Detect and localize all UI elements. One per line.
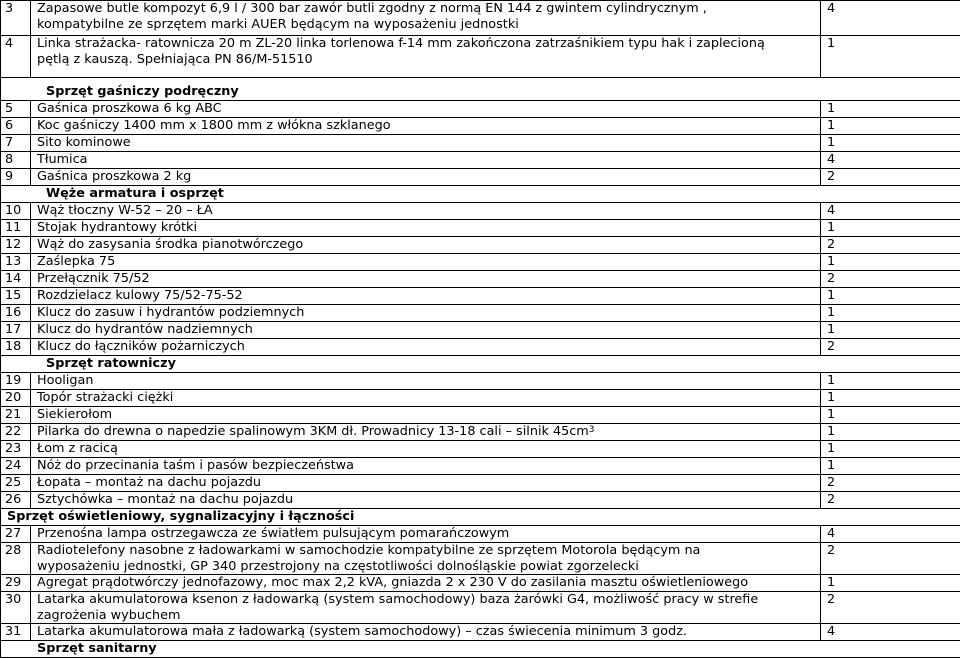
row-number: 27 bbox=[1, 526, 31, 543]
row-number: 28 bbox=[1, 543, 31, 575]
table-row bbox=[1, 237, 960, 254]
table-row bbox=[1, 441, 960, 458]
row-number: 16 bbox=[1, 305, 31, 322]
section-header-row bbox=[1, 356, 960, 373]
section-header-row bbox=[1, 186, 960, 203]
table-row bbox=[1, 118, 960, 135]
row-description bbox=[31, 424, 821, 441]
row-description: Gaśnica proszkowa 2 kg bbox=[31, 169, 821, 186]
description-line: kompatybilne ze sprzętem marki AUER będącym na wyposażeniu jednostki bbox=[37, 17, 816, 33]
row-quantity: 4 bbox=[821, 526, 960, 543]
row-quantity: 1 bbox=[821, 373, 960, 390]
row-number: 15 bbox=[1, 288, 31, 305]
table-row bbox=[1, 475, 960, 492]
table-row bbox=[1, 169, 960, 186]
row-number: 25 bbox=[1, 475, 31, 492]
row-quantity: 4 bbox=[821, 624, 960, 641]
section-title: Węże armatura i osprzęt bbox=[1, 186, 960, 203]
description-line: wyposażeniu jednostki, GP 340 przestrojony na częstotliwości dolnośląskie powiat zgorzelecki bbox=[37, 559, 816, 575]
row-description: Stojak hydrantowy krótki bbox=[31, 220, 821, 237]
row-quantity: 1 bbox=[821, 36, 960, 78]
table-row bbox=[1, 322, 960, 339]
row-quantity: 4 bbox=[821, 152, 960, 169]
row-number: 18 bbox=[1, 339, 31, 356]
row-description: Przełącznik 75/52 bbox=[31, 271, 821, 288]
section-title: Sprzęt oświetleniowy, sygnalizacyjny i łączności bbox=[1, 509, 960, 526]
row-description: Wąż do zasysania środka pianotwórczego bbox=[31, 237, 821, 254]
row-description: Nóż do przecinania taśm i pasów bezpieczeństwa bbox=[31, 458, 821, 475]
table-row bbox=[1, 305, 960, 322]
section-header-row bbox=[1, 78, 960, 101]
row-number: 8 bbox=[1, 152, 31, 169]
row-description bbox=[31, 543, 821, 575]
table-row bbox=[1, 543, 960, 575]
section-header-row bbox=[1, 509, 960, 526]
row-description: Klucz do hydrantów nadziemnych bbox=[31, 322, 821, 339]
description-line: zagrożenia wybuchem bbox=[37, 608, 816, 624]
row-number: 7 bbox=[1, 135, 31, 152]
row-quantity: 2 bbox=[821, 592, 960, 624]
row-quantity: 2 bbox=[821, 543, 960, 575]
row-number: 4 bbox=[1, 36, 31, 78]
row-quantity: 4 bbox=[821, 203, 960, 220]
row-quantity: 4 bbox=[821, 1, 960, 36]
row-number: 26 bbox=[1, 492, 31, 509]
row-quantity: 1 bbox=[821, 407, 960, 424]
row-quantity: 1 bbox=[821, 575, 960, 592]
table-row bbox=[1, 424, 960, 441]
row-quantity: 1 bbox=[821, 441, 960, 458]
row-description bbox=[31, 1, 821, 36]
row-number: 6 bbox=[1, 118, 31, 135]
row-description bbox=[31, 592, 821, 624]
description-line: pętlą z kauszą. Spełniająca PN 86/M-51510 bbox=[37, 52, 816, 68]
row-number: 23 bbox=[1, 441, 31, 458]
row-quantity: 1 bbox=[821, 322, 960, 339]
table-row bbox=[1, 203, 960, 220]
row-number: 11 bbox=[1, 220, 31, 237]
row-quantity: 1 bbox=[821, 101, 960, 118]
table-row bbox=[1, 36, 960, 78]
superscript: 3 bbox=[589, 425, 595, 435]
table-row bbox=[1, 254, 960, 271]
row-description bbox=[31, 36, 821, 78]
table-row bbox=[1, 492, 960, 509]
row-number: 3 bbox=[1, 1, 31, 36]
row-quantity: 2 bbox=[821, 237, 960, 254]
row-description: Latarka akumulatorowa mała z ładowarką (system samochodowy) – czas świecenia minimum 3 godz. bbox=[31, 624, 821, 641]
row-description: Sztychówka – montaż na dachu pojazdu bbox=[31, 492, 821, 509]
table-row bbox=[1, 458, 960, 475]
row-number: 20 bbox=[1, 390, 31, 407]
row-description: Rozdzielacz kulowy 75/52-75-52 bbox=[31, 288, 821, 305]
row-description: Wąż tłoczny W-52 – 20 – ŁA bbox=[31, 203, 821, 220]
row-quantity: 1 bbox=[821, 220, 960, 237]
description-line: Latarka akumulatorowa ksenon z ładowarką (system samochodowy) baza żarówki G4, możliwość pracy w strefie bbox=[37, 592, 816, 608]
row-quantity: 1 bbox=[821, 118, 960, 135]
row-number: 21 bbox=[1, 407, 31, 424]
row-quantity: 1 bbox=[821, 254, 960, 271]
row-number: 12 bbox=[1, 237, 31, 254]
description-line: Linka strażacka- ratownicza 20 m ZL-20 linka torlenowa f-14 mm zakończona zatrzaśnikiem typu hak i zaplecioną bbox=[37, 36, 816, 52]
description-text: Pilarka do drewna o napedzie spalinowym 3KM dł. Prowadnicy 13-18 cali – silnik 45cm bbox=[37, 424, 589, 439]
row-number: 22 bbox=[1, 424, 31, 441]
row-number: 30 bbox=[1, 592, 31, 624]
row-description: Zaślepka 75 bbox=[31, 254, 821, 271]
row-quantity: 2 bbox=[821, 271, 960, 288]
row-number: 5 bbox=[1, 101, 31, 118]
table-row bbox=[1, 390, 960, 407]
table-row bbox=[1, 271, 960, 288]
row-number: 24 bbox=[1, 458, 31, 475]
table-row bbox=[1, 220, 960, 237]
row-quantity: 2 bbox=[821, 475, 960, 492]
row-number: 13 bbox=[1, 254, 31, 271]
section-title: Sprzęt sanitarny bbox=[1, 641, 960, 658]
row-description: Sito kominowe bbox=[31, 135, 821, 152]
row-quantity: 2 bbox=[821, 169, 960, 186]
table-row bbox=[1, 592, 960, 624]
row-number: 31 bbox=[1, 624, 31, 641]
row-number: 17 bbox=[1, 322, 31, 339]
row-description: Koc gaśniczy 1400 mm x 1800 mm z włókna szklanego bbox=[31, 118, 821, 135]
row-quantity: 1 bbox=[821, 305, 960, 322]
section-title: Sprzęt gaśniczy podręczny bbox=[1, 78, 960, 101]
table-row bbox=[1, 624, 960, 641]
row-number: 10 bbox=[1, 203, 31, 220]
table-row bbox=[1, 339, 960, 356]
row-quantity: 2 bbox=[821, 492, 960, 509]
row-description: Gaśnica proszkowa 6 kg ABC bbox=[31, 101, 821, 118]
description-line: Zapasowe butle kompozyt 6,9 l / 300 bar zawór butli zgodny z normą EN 144 z gwintem cylindrycznym , bbox=[37, 1, 816, 17]
row-description: Tłumica bbox=[31, 152, 821, 169]
table-row bbox=[1, 135, 960, 152]
row-description: Hooligan bbox=[31, 373, 821, 390]
row-description: Agregat prądotwórczy jednofazowy, moc max 2,2 kVA, gniazda 2 x 230 V do zasilania masztu oświetleniowego bbox=[31, 575, 821, 592]
table-row bbox=[1, 288, 960, 305]
row-quantity: 1 bbox=[821, 424, 960, 441]
row-quantity: 1 bbox=[821, 458, 960, 475]
table-row bbox=[1, 373, 960, 390]
row-number: 29 bbox=[1, 575, 31, 592]
row-description: Klucz do zasuw i hydrantów podziemnych bbox=[31, 305, 821, 322]
row-quantity: 1 bbox=[821, 390, 960, 407]
table-row bbox=[1, 575, 960, 592]
description-line: Radiotelefony nasobne z ładowarkami w samochodzie kompatybilne ze sprzętem Motorola będącym na bbox=[37, 543, 816, 559]
row-description: Łom z racicą bbox=[31, 441, 821, 458]
table-row bbox=[1, 152, 960, 169]
row-description: Łopata – montaż na dachu pojazdu bbox=[31, 475, 821, 492]
row-description: Przenośna lampa ostrzegawcza ze światłem pulsującym pomarańczowym bbox=[31, 526, 821, 543]
row-number: 14 bbox=[1, 271, 31, 288]
table-row bbox=[1, 526, 960, 543]
row-quantity: 2 bbox=[821, 339, 960, 356]
table-row bbox=[1, 101, 960, 118]
row-description: Siekierołom bbox=[31, 407, 821, 424]
section-title: Sprzęt ratowniczy bbox=[1, 356, 960, 373]
row-quantity: 1 bbox=[821, 288, 960, 305]
row-number: 19 bbox=[1, 373, 31, 390]
row-description: Topór strażacki ciężki bbox=[31, 390, 821, 407]
row-quantity: 1 bbox=[821, 135, 960, 152]
table-row bbox=[1, 1, 960, 36]
row-number: 9 bbox=[1, 169, 31, 186]
row-description: Klucz do łączników pożarniczych bbox=[31, 339, 821, 356]
table-row bbox=[1, 407, 960, 424]
section-header-row bbox=[1, 641, 960, 658]
